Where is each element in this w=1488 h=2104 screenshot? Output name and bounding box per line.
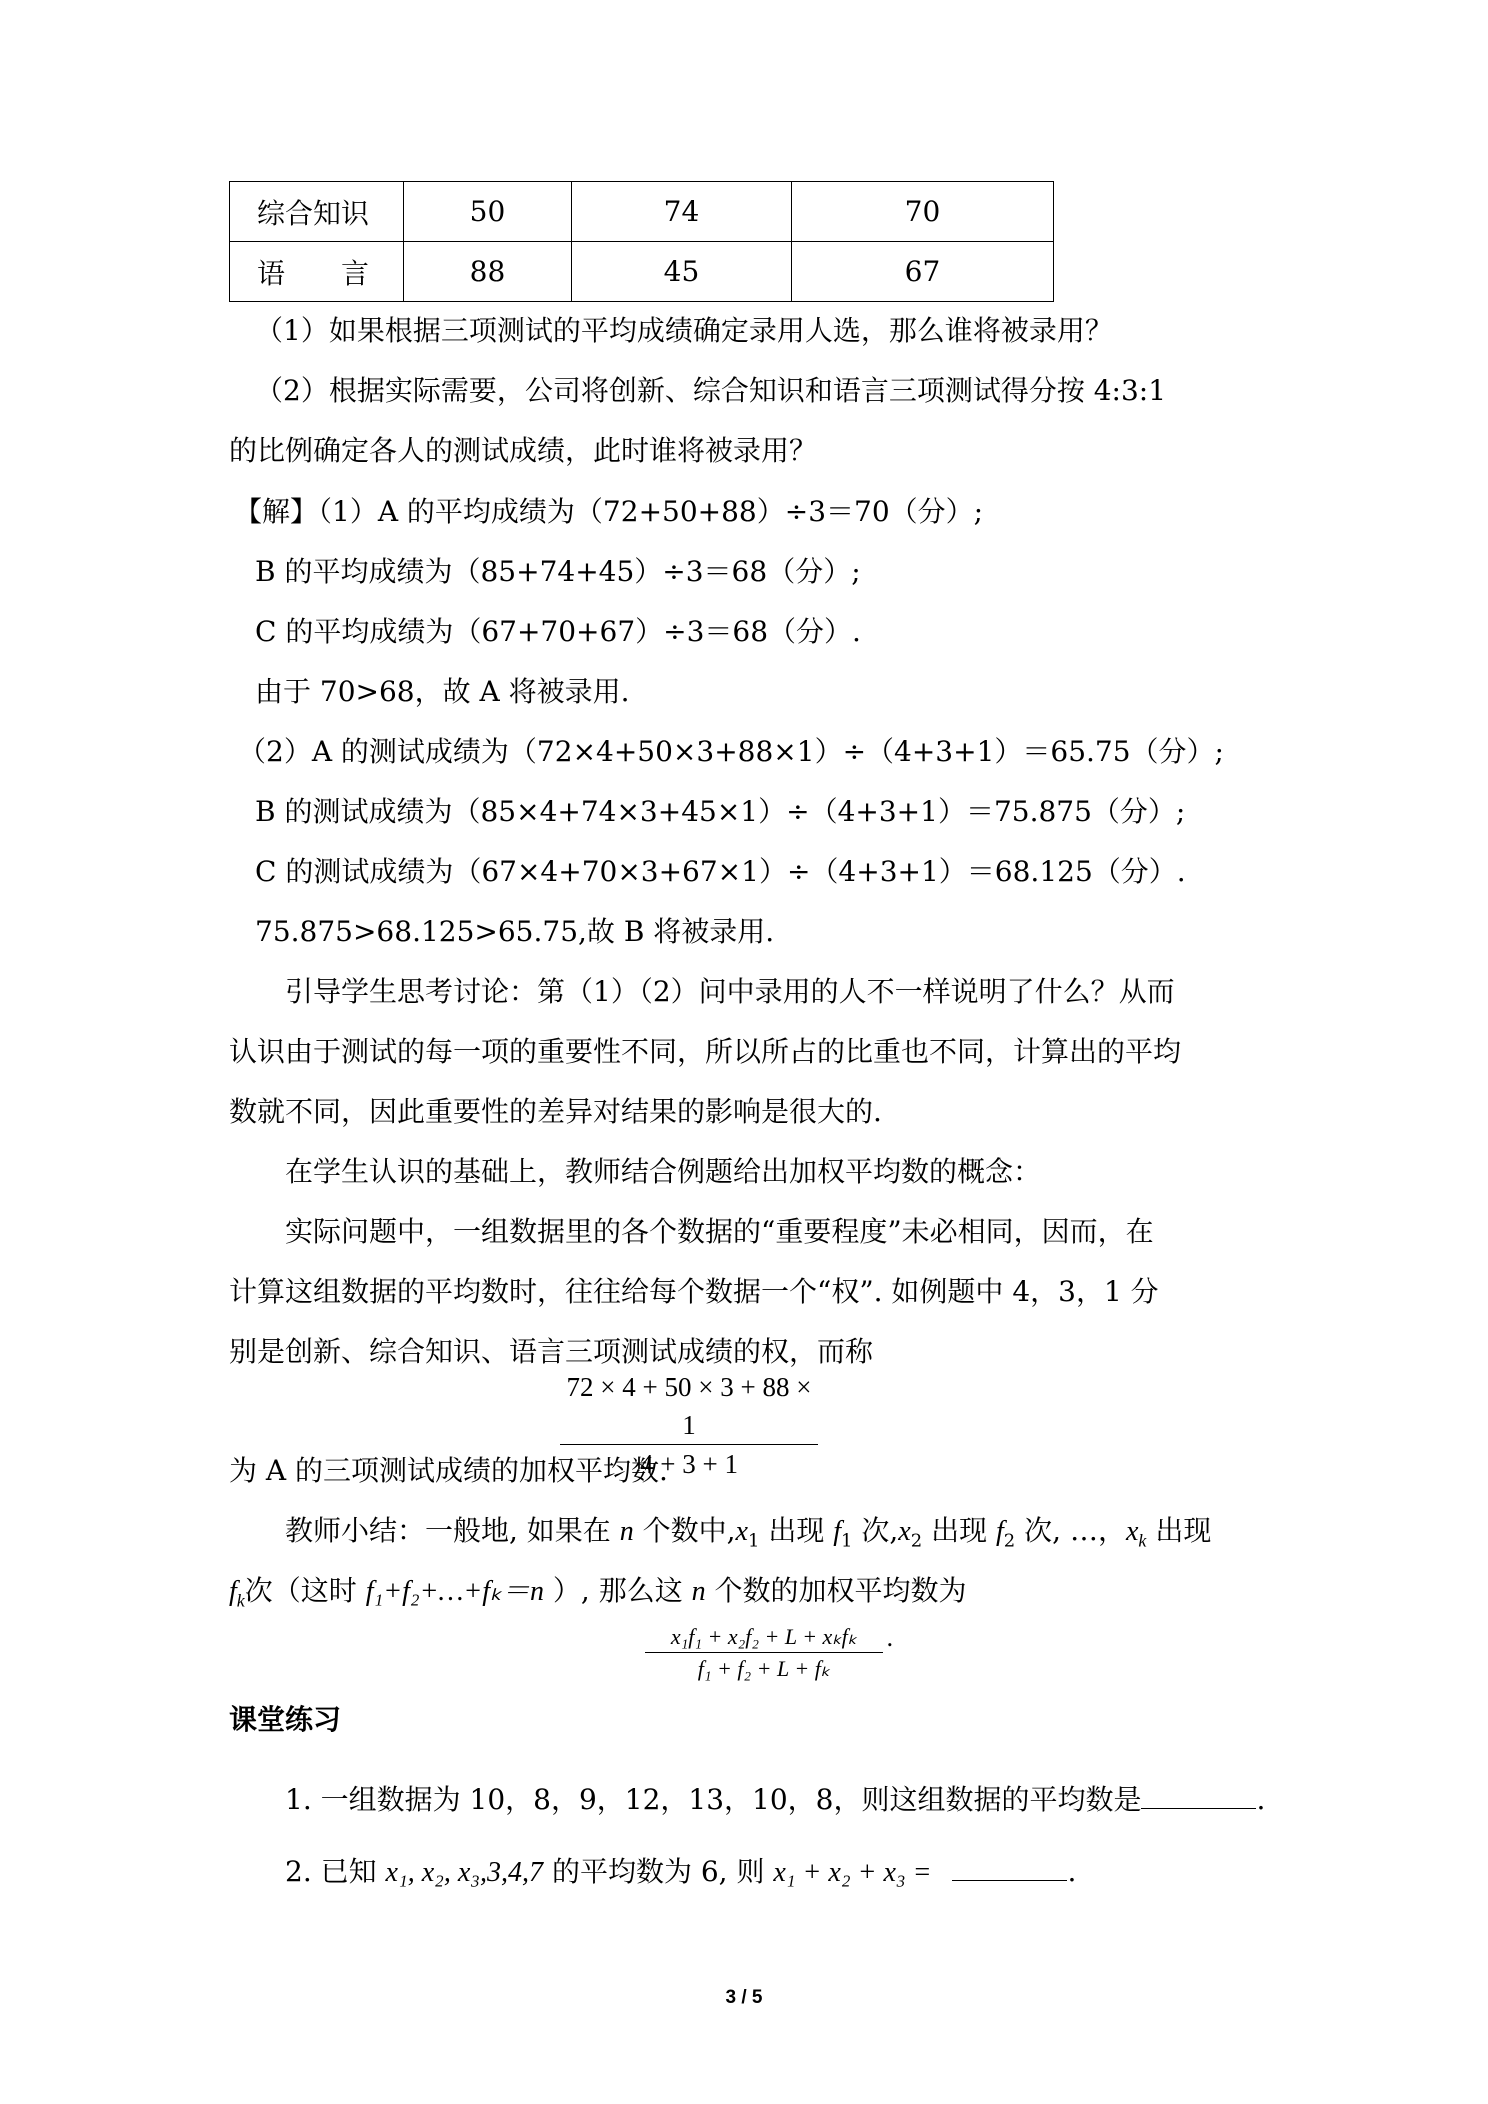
summary-text: 次（这时 bbox=[244, 1574, 357, 1607]
summary-line-2 bbox=[229, 1571, 967, 1621]
table-cell: 74 bbox=[572, 182, 792, 242]
paragraph-line: 实际问题中，一组数据里的各个数据的“重要程度”未必相同，因而，在 bbox=[285, 1215, 1154, 1248]
math-sub: k bbox=[236, 1590, 245, 1611]
table-cell: 45 bbox=[572, 242, 792, 302]
solution-line: 【解】（1）A 的平均成绩为（72+50+88）÷3＝70（分）; bbox=[234, 495, 984, 528]
math-expression: x₁, x₂, x₃,3,4,7 bbox=[385, 1857, 544, 1888]
math-var: n bbox=[530, 1576, 545, 1607]
exercise-text: . bbox=[1256, 1783, 1266, 1816]
math-sub: 2 bbox=[1003, 1530, 1016, 1552]
math-var: n bbox=[691, 1576, 706, 1607]
summary-text: ）, 那么这 bbox=[552, 1574, 683, 1607]
summary-text: 教师小结：一般地, 如果在 bbox=[285, 1514, 611, 1547]
section-heading: 课堂练习 bbox=[229, 1703, 342, 1736]
solution-line: （2）A 的测试成绩为（72×4+50×3+88×1）÷（4+3+1）＝65.75（分）; bbox=[238, 735, 1224, 768]
math-sub: 2 bbox=[910, 1530, 923, 1552]
row-label: 语 言 bbox=[230, 242, 404, 302]
table-cell: 88 bbox=[404, 242, 572, 302]
paragraph-line: 别是创新、综合知识、语言三项测试成绩的权，而称 bbox=[229, 1335, 874, 1368]
exercise-2 bbox=[285, 1852, 1076, 1893]
math-expression: f₁+f₂+…+fₖ＝ bbox=[365, 1576, 531, 1607]
math-var: f bbox=[229, 1576, 237, 1607]
exercise-1 bbox=[285, 1780, 1265, 1820]
question-1: （1）如果根据三项测试的平均成绩确定录用人选，那么谁将被录用？ bbox=[255, 314, 1113, 347]
solution-line: 由于 70>68，故 A 将被录用. bbox=[255, 675, 630, 708]
weighted-average-formula bbox=[645, 1622, 883, 1685]
exercise-text: 1. 一组数据为 10，8，9，12，13，10，8，则这组数据的平均数是 bbox=[285, 1783, 1142, 1816]
solution-line: C 的测试成绩为（67×4+70×3+67×1）÷（4+3+1）＝68.125（分）. bbox=[255, 855, 1186, 888]
formula-period: . bbox=[886, 1624, 894, 1652]
solution-line: B 的测试成绩为（85×4+74×3+45×1）÷（4+3+1）＝75.875（分）; bbox=[255, 795, 1186, 828]
summary-text: 次, …， bbox=[1024, 1514, 1126, 1547]
math-sub: k bbox=[1138, 1530, 1147, 1551]
paragraph-line: 计算这组数据的平均数时，往往给每个数据一个“权”. 如例题中 4，3，1 分 bbox=[229, 1275, 1159, 1308]
paragraph-line: 在学生认识的基础上，教师结合例题给出加权平均数的概念： bbox=[285, 1155, 1042, 1188]
paragraph-line: 引导学生思考讨论：第（1）（2）问中录用的人不一样说明了什么？从而 bbox=[285, 975, 1175, 1008]
fraction-denominator: f₁ + f₂ + L + fₖ bbox=[697, 1656, 831, 1681]
math-expression: x₁ + x₂ + x₃ = bbox=[773, 1857, 932, 1888]
math-var: x bbox=[735, 1516, 748, 1547]
math-sub: 1 bbox=[747, 1530, 760, 1552]
summary-text: 出现 bbox=[1155, 1514, 1212, 1547]
fraction-denominator: 4 + 3 + 1 bbox=[640, 1449, 738, 1479]
summary-line-1 bbox=[285, 1511, 1211, 1562]
solution-line: 75.875>68.125>65.75,故 B 将被录用. bbox=[255, 915, 775, 948]
summary-text: 出现 bbox=[768, 1514, 825, 1547]
exercise-text: . bbox=[1067, 1855, 1077, 1888]
answer-blank[interactable] bbox=[952, 1852, 1067, 1881]
solution-line: B 的平均成绩为（85+74+45）÷3＝68（分）; bbox=[255, 555, 861, 588]
row-label: 综合知识 bbox=[230, 182, 404, 242]
paragraph-line: 数就不同，因此重要性的差异对结果的影响是很大的. bbox=[229, 1095, 882, 1128]
table-row bbox=[230, 242, 1054, 302]
paragraph-line: 认识由于测试的每一项的重要性不同，所以所占的比重也不同，计算出的平均 bbox=[229, 1035, 1182, 1068]
question-2-line-1: （2）根据实际需要，公司将创新、综合知识和语言三项测试得分按 4:3:1 bbox=[255, 374, 1167, 407]
fraction-numerator: 72 × 4 + 50 × 3 + 88 × 1 bbox=[566, 1372, 812, 1440]
summary-text: 个数中, bbox=[642, 1514, 736, 1547]
exercise-text: 2. 已知 bbox=[285, 1855, 377, 1888]
table-cell: 50 bbox=[404, 182, 572, 242]
summary-text: 出现 bbox=[931, 1514, 988, 1547]
math-var: n bbox=[619, 1516, 634, 1547]
solution-line: C 的平均成绩为（67+70+67）÷3＝68（分）. bbox=[255, 615, 861, 648]
question-2-line-2: 的比例确定各人的测试成绩，此时谁将被录用？ bbox=[229, 434, 818, 467]
paragraph-line: 为 A 的三项测试成绩的加权平均数. bbox=[229, 1454, 668, 1487]
math-sub: 1 bbox=[841, 1530, 853, 1552]
math-var: x bbox=[1125, 1516, 1139, 1547]
summary-text: 次, bbox=[861, 1514, 899, 1547]
table-cell: 70 bbox=[792, 182, 1054, 242]
exercise-text: 的平均数为 6, 则 bbox=[551, 1855, 765, 1888]
math-var: f bbox=[833, 1516, 842, 1547]
table-cell: 67 bbox=[792, 242, 1054, 302]
answer-blank[interactable] bbox=[1141, 1780, 1256, 1809]
fraction-numerator: x₁f₁ + x₂f₂ + L + xₖfₖ bbox=[670, 1624, 858, 1649]
scores-table bbox=[229, 181, 1054, 302]
page-number: 3 / 5 bbox=[725, 1987, 763, 2008]
summary-text: 个数的加权平均数为 bbox=[714, 1574, 967, 1607]
math-var: x bbox=[898, 1516, 911, 1547]
table-row bbox=[230, 182, 1054, 242]
math-var: f bbox=[996, 1516, 1004, 1547]
